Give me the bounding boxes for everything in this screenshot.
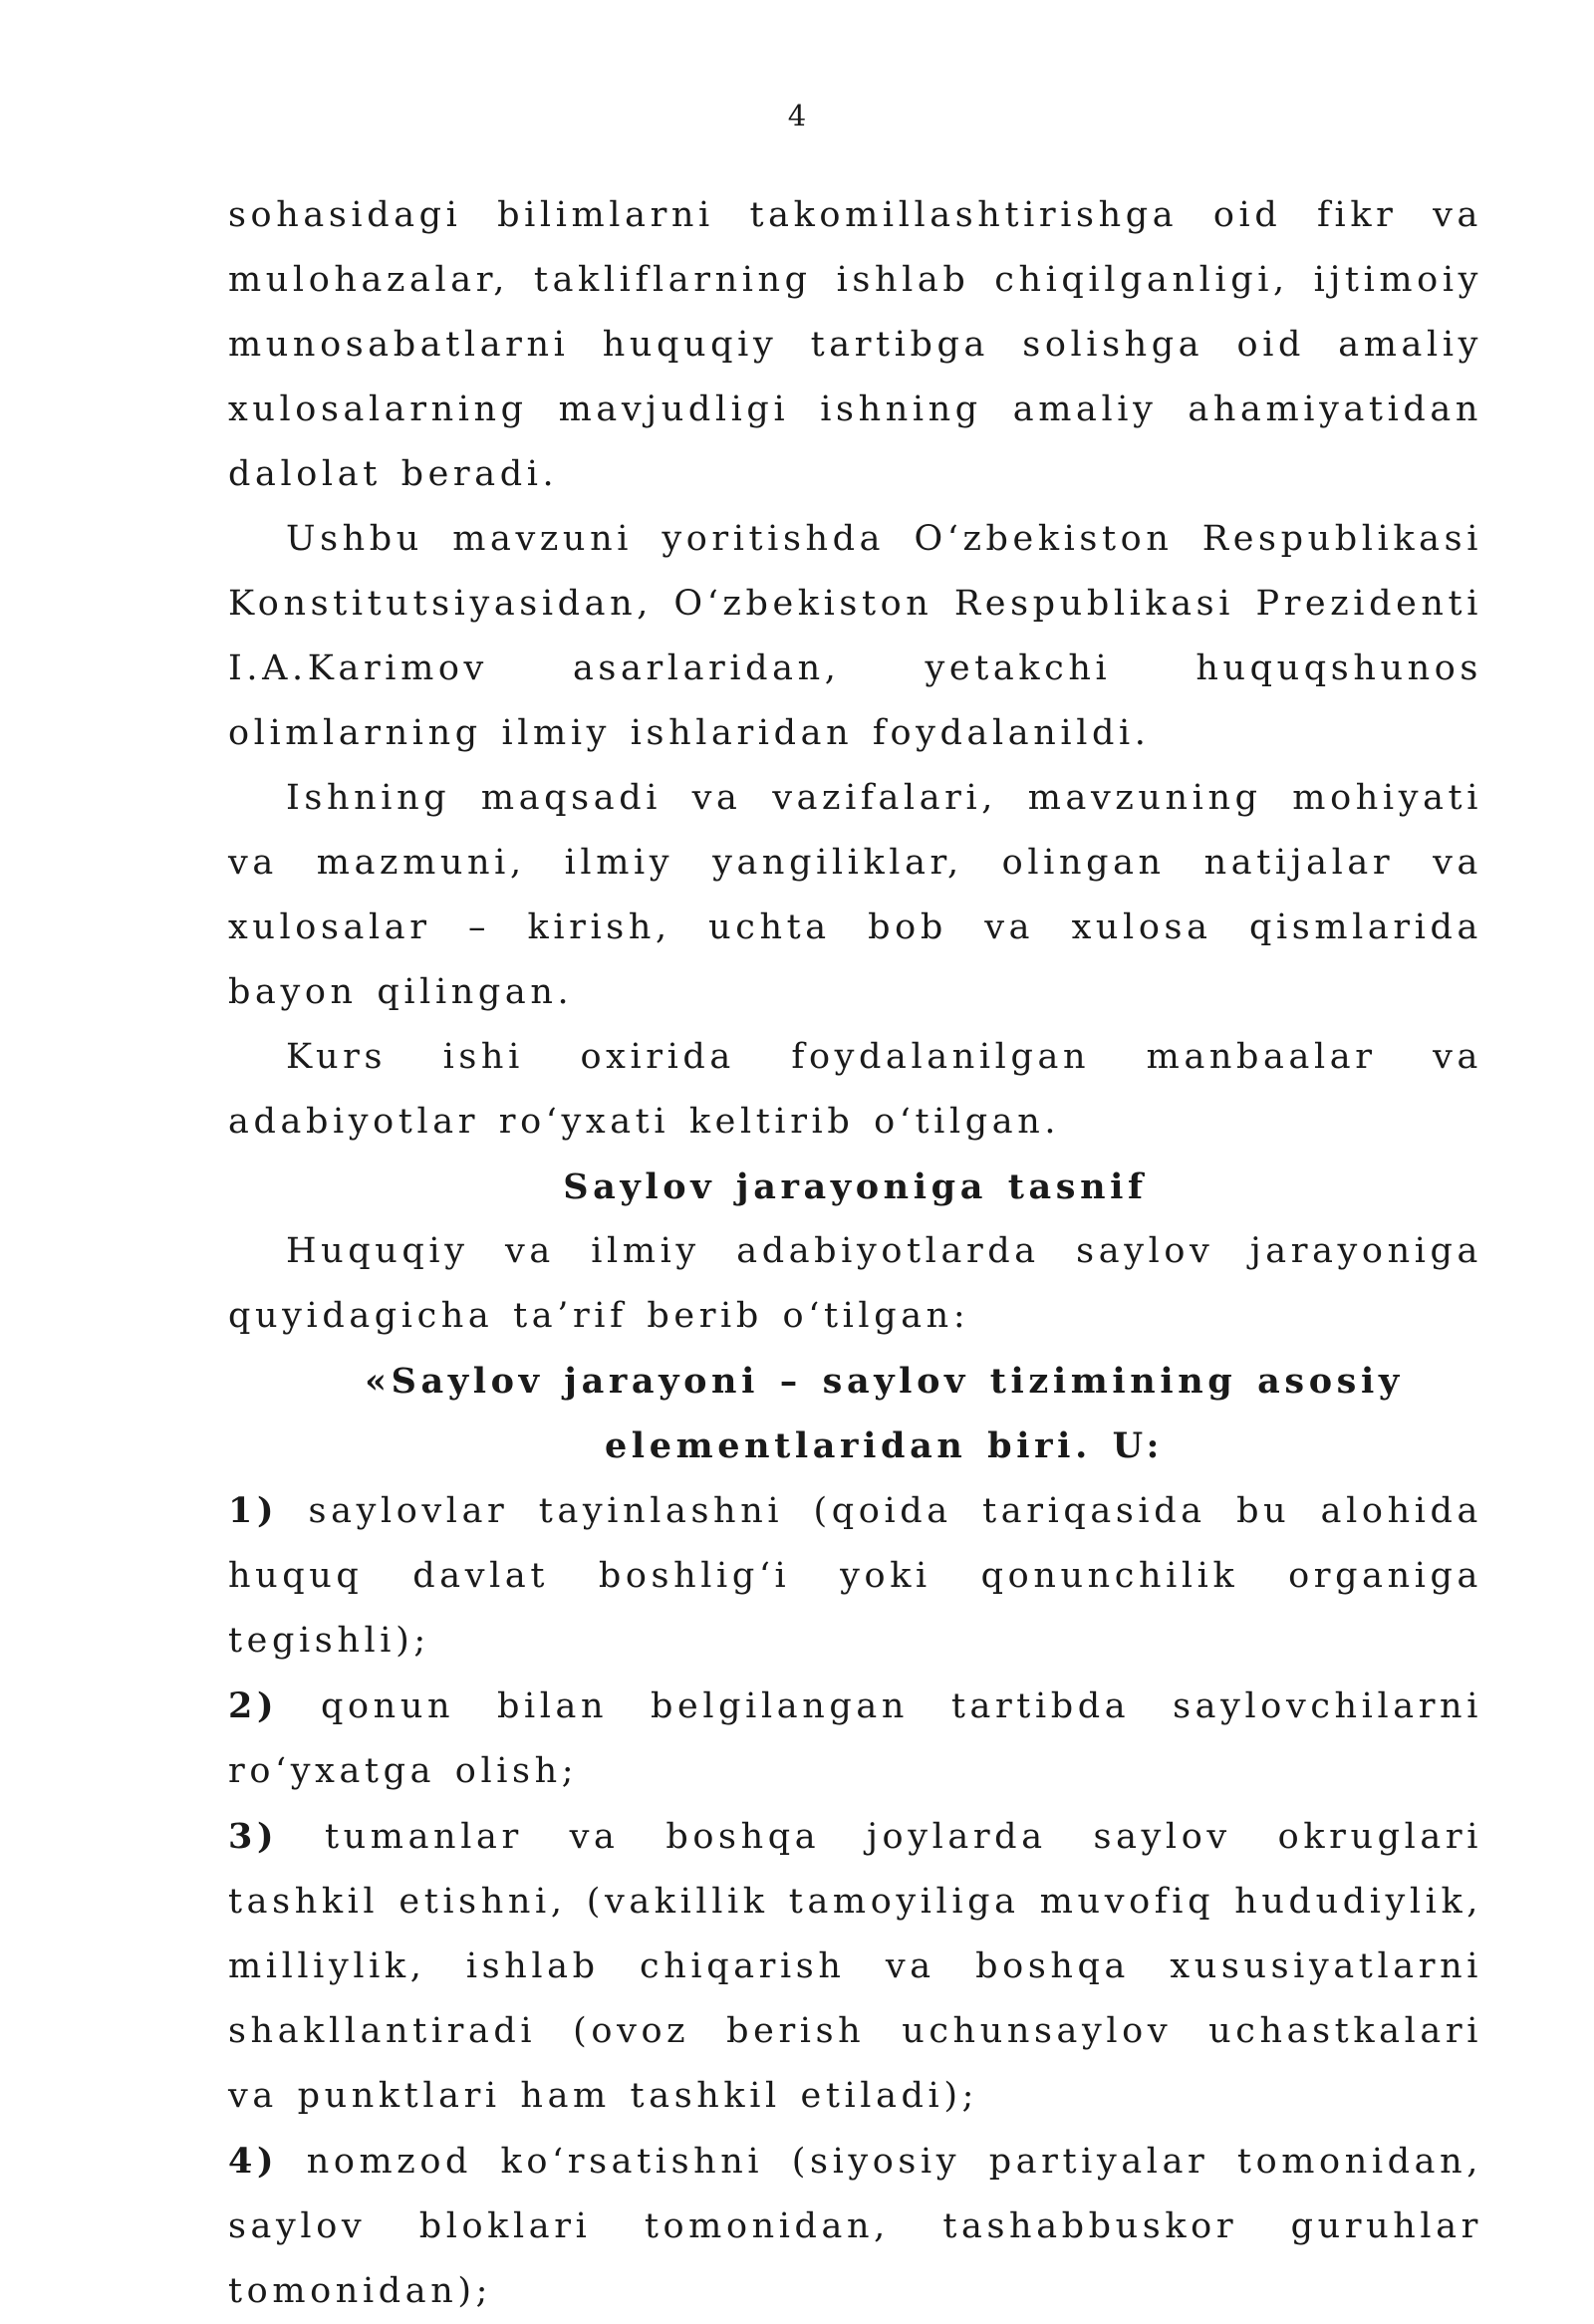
section-heading: Saylov jarayoniga tasnif [563, 1166, 1148, 1207]
list-item-number: 3) [228, 1816, 279, 1857]
list-item-number: 1) [228, 1490, 279, 1531]
document-body [228, 183, 1482, 2324]
page-number: 4 [787, 99, 807, 132]
list-item-text: saylovlar tayinlashni (qoida tariqasida bu alohida huquq davlat boshlig‘i yoki qonunchilik organiga tegishli); [228, 1491, 1482, 1661]
list-item-number: 2) [228, 1685, 279, 1726]
paragraph-structure: Ishning maqsadi va vazifalari, mavzuning mohiyati va mazmuni, ilmiy yangiliklar, olingan natijalar va xulosalar – kirish, uchta bob va xulosa qismlarida bayon qilingan. [228, 778, 1482, 1012]
list-item [228, 1674, 1482, 1804]
list-item [228, 1478, 1482, 1674]
paragraph-sources: Ushbu mavzuni yoritishda O‘zbekiston Respublikasi Konstitutsiyasidan, O‘zbekiston Respublikasi Prezidenti I.A.Karimov asarlaridan, yetakchi huquqshunos olimlarning ilmiy ishlaridan foydalanildi. [228, 519, 1482, 753]
list-item-text: tumanlar va boshqa joylarda saylov okruglari tashkil etishni, (vakillik tamoyiliga muvofiq hududiylik, milliylik, ishlab chiqarish va boshqa xususiyatlarni shakllantiradi (ovoz berish uchunsaylov uchastkalari va punktlari ham tashkil etiladi); [228, 1817, 1482, 2116]
list-item-number: 4) [228, 2141, 279, 2182]
paragraph-bibliography: Kurs ishi oxirida foydalanilgan manbaalar va adabiyotlar ro‘yxati keltirib o‘tilgan. [228, 1037, 1482, 1142]
definition-heading: «Saylov jarayoni – saylov tizimining asosiy elementlaridan biri. U: [365, 1361, 1404, 1466]
list-item [228, 1804, 1482, 2129]
list-item-text: qonun bilan belgilangan tartibda saylovchilarni ro‘yxatga olish; [228, 1686, 1482, 1791]
paragraph-intro: Huquqiy va ilmiy adabiyotlarda saylov jarayoniga quyidagicha ta’rif berib o‘tilgan: [228, 1231, 1482, 1336]
paragraph-continuation: sohasidagi bilimlarni takomillashtirishga oid fikr va mulohazalar, takliflarning ishlab chiqilganligi, ijtimoiy munosabatlarni huquqiy tartibga solishga oid amaliy xulosalarning mavjudligi ishning amaliy ahamiyatidan dalolat beradi. [228, 195, 1482, 494]
list-item-text: nomzod ko‘rsatishni (siyosiy partiyalar tomonidan, saylov bloklari tomonidan, tashabbuskor guruhlar tomonidan); [228, 2142, 1483, 2311]
list-item [228, 2129, 1482, 2324]
